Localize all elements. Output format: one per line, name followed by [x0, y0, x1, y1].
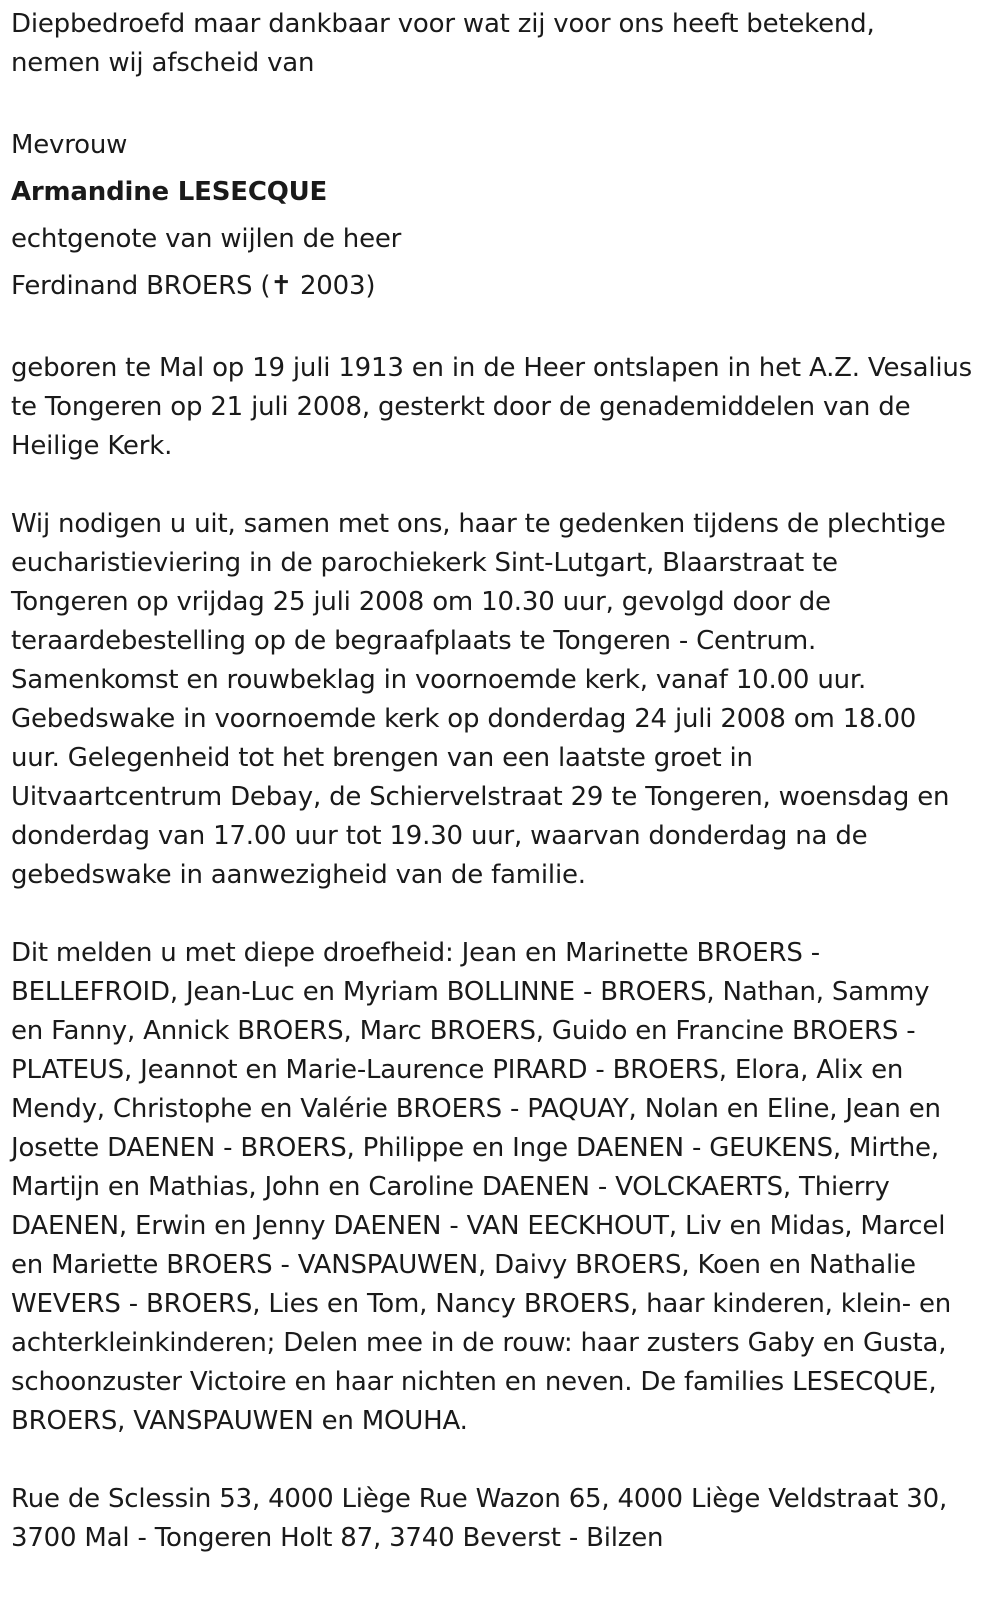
ceremony-line: eucharistieviering in de parochiekerk Sint-Lutgart, Blaarstraat te: [11, 548, 838, 578]
family-line: Dit melden u met diepe droefheid: Jean en Marinette BROERS -: [11, 938, 820, 968]
address-line: Rue de Sclessin 53, 4000 Liège Rue Wazon 65, 4000 Liège Veldstraat 30,: [11, 1484, 948, 1514]
paragraph-spacer: [11, 466, 986, 505]
obituary-document: [11, 5, 986, 1558]
intro-line: nemen wij afscheid van: [11, 48, 315, 78]
deceased-relation: echtgenote van wijlen de heer: [11, 224, 402, 254]
family-line: Martijn en Mathias, John en Caroline DAENEN - VOLCKAERTS, Thierry: [11, 1172, 890, 1202]
deceased-spouse: Ferdinand BROERS (✝ 2003): [11, 271, 376, 301]
family-line: Josette DAENEN - BROERS, Philippe en Inge DAENEN - GEUKENS, Mirthe,: [11, 1133, 939, 1163]
ceremony-line: uur. Gelegenheid tot het brengen van een laatste groet in: [11, 743, 753, 773]
deceased-block: [11, 122, 986, 310]
family-line: en Mariette BROERS - VANSPAUWEN, Daivy BROERS, Koen en Nathalie: [11, 1250, 916, 1280]
paragraph-spacer: [11, 895, 986, 934]
family-line: DAENEN, Erwin en Jenny DAENEN - VAN EECKHOUT, Liv en Midas, Marcel: [11, 1211, 946, 1241]
family-line: PLATEUS, Jeannot en Marie-Laurence PIRARD - BROERS, Elora, Alix en: [11, 1055, 904, 1085]
family-line: BROERS, VANSPAUWEN en MOUHA.: [11, 1406, 468, 1436]
ceremony-line: Wij nodigen u uit, samen met ons, haar te gedenken tijdens de plechtige: [11, 509, 946, 539]
intro-paragraph: [11, 5, 986, 83]
address-line: 3700 Mal - Tongeren Holt 87, 3740 Beverst - Bilzen: [11, 1523, 664, 1553]
ceremony-line: gebedswake in aanwezigheid van de familie.: [11, 860, 586, 890]
deceased-title: Mevrouw: [11, 130, 128, 160]
intro-line: Diepbedroefd maar dankbaar voor wat zij voor ons heeft betekend,: [11, 9, 875, 39]
family-line: en Fanny, Annick BROERS, Marc BROERS, Guido en Francine BROERS -: [11, 1016, 916, 1046]
birth-death-line: te Tongeren op 21 juli 2008, gesterkt door de genademiddelen van de: [11, 392, 911, 422]
birth-death-line: geboren te Mal op 19 juli 1913 en in de Heer ontslapen in het A.Z. Vesalius: [11, 353, 972, 383]
family-line: WEVERS - BROERS, Lies en Tom, Nancy BROERS, haar kinderen, klein- en: [11, 1289, 952, 1319]
birth-death-paragraph: [11, 349, 986, 466]
paragraph-spacer: [11, 310, 986, 349]
family-line: achterkleinkinderen; Delen mee in de rouw: haar zusters Gaby en Gusta,: [11, 1328, 947, 1358]
ceremony-paragraph: [11, 505, 986, 895]
paragraph-spacer: [11, 83, 986, 122]
birth-death-line: Heilige Kerk.: [11, 431, 173, 461]
ceremony-line: Uitvaartcentrum Debay, de Schiervelstraat 29 te Tongeren, woensdag en: [11, 782, 950, 812]
ceremony-line: Samenkomst en rouwbeklag in voornoemde kerk, vanaf 10.00 uur.: [11, 665, 867, 695]
family-line: BELLEFROID, Jean-Luc en Myriam BOLLINNE - BROERS, Nathan, Sammy: [11, 977, 930, 1007]
ceremony-line: Gebedswake in voornoemde kerk op donderdag 24 juli 2008 om 18.00: [11, 704, 917, 734]
addresses-paragraph: [11, 1480, 986, 1558]
family-line: Mendy, Christophe en Valérie BROERS - PAQUAY, Nolan en Eline, Jean en: [11, 1094, 941, 1124]
paragraph-spacer: [11, 1441, 986, 1480]
ceremony-line: Tongeren op vrijdag 25 juli 2008 om 10.30 uur, gevolgd door de: [11, 587, 831, 617]
ceremony-line: teraardebestelling op de begraafplaats te Tongeren - Centrum.: [11, 626, 817, 656]
deceased-name: Armandine LESECQUE: [11, 177, 328, 207]
ceremony-line: donderdag van 17.00 uur tot 19.30 uur, waarvan donderdag na de: [11, 821, 868, 851]
family-line: schoonzuster Victoire en haar nichten en neven. De families LESECQUE,: [11, 1367, 937, 1397]
family-paragraph: [11, 934, 986, 1441]
